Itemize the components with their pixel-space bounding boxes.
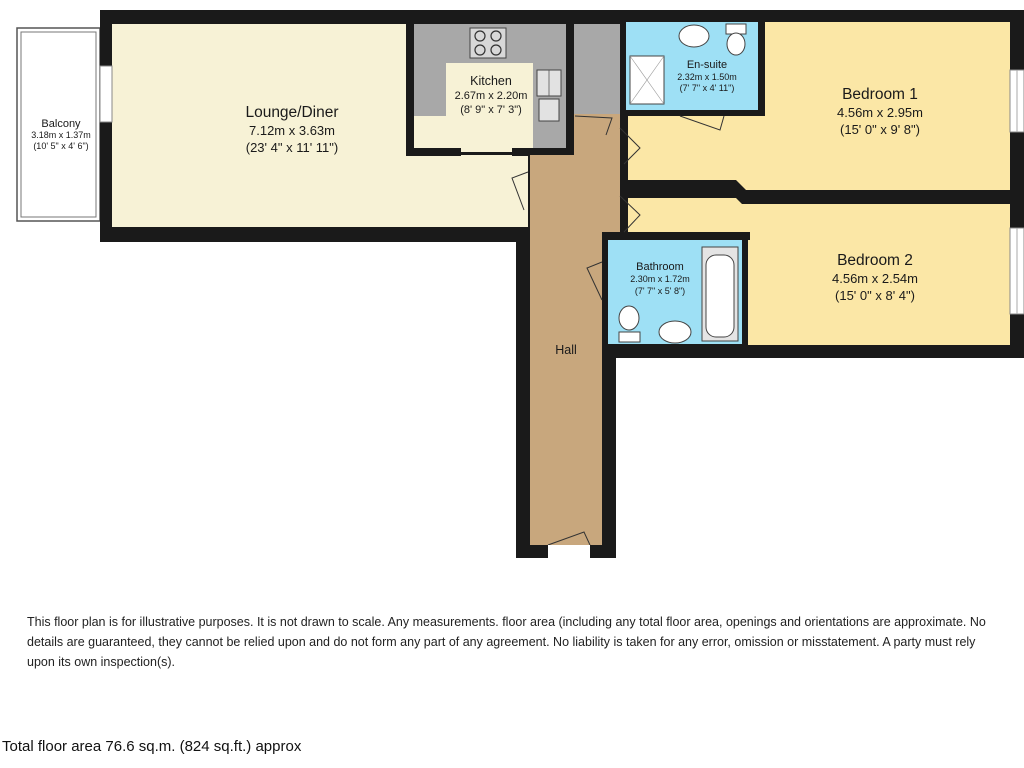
bathroom-imperial: (7' 7" x 5' 8") xyxy=(634,286,686,296)
bedroom2-imperial: (15' 0" x 8' 4") xyxy=(835,288,915,303)
bedroom1-name: Bedroom 1 xyxy=(842,86,918,103)
kitchen xyxy=(414,24,566,152)
bathroom-metric: 2.30m x 1.72m xyxy=(630,274,690,284)
bedroom2-name: Bedroom 2 xyxy=(837,252,913,269)
bedroom1-label xyxy=(837,86,923,137)
balcony-name: Balcony xyxy=(41,118,81,130)
bedroom1-imperial: (15' 0" x 9' 8") xyxy=(840,122,920,137)
ensuite-imperial: (7' 7" x 4' 11") xyxy=(679,83,735,93)
cupboard xyxy=(574,24,620,114)
ensuite-name: En-suite xyxy=(686,59,728,71)
bathroom-name: Bathroom xyxy=(636,261,684,273)
balcony-metric: 3.18m x 1.37m xyxy=(31,130,91,140)
balcony-imperial: (10' 5" x 4' 6") xyxy=(33,141,89,151)
kitchen-metric: 2.67m x 2.20m xyxy=(454,90,528,102)
lounge-label xyxy=(245,104,338,155)
bedroom2-label xyxy=(832,252,918,303)
bedroom1-metric: 4.56m x 2.95m xyxy=(837,105,923,120)
lounge-metric: 7.12m x 3.63m xyxy=(249,123,335,138)
lounge-imperial: (23' 4" x 11' 11") xyxy=(245,140,339,155)
total-floor-area: Total floor area 76.6 sq.m. (824 sq.ft.) approx xyxy=(2,738,302,755)
disclaimer-text: This floor plan is for illustrative purposes. It is not drawn to scale. Any measurements. floor area (including any total floor area, openings and orientations are approximate. No details are guaranteed, they cannot be relied upon and do not form any part of any agreement. No liability is taken for any error, omission or misstatement. A party must rely upon its own inspection(s). xyxy=(27,615,986,669)
kitchen-name: Kitchen xyxy=(470,74,512,88)
lounge-name: Lounge/Diner xyxy=(245,104,339,121)
bedroom2-metric: 4.56m x 2.54m xyxy=(832,271,918,286)
ensuite-metric: 2.32m x 1.50m xyxy=(677,72,737,82)
kitchen-imperial: (8' 9" x 7' 3") xyxy=(460,104,522,116)
hall-name: Hall xyxy=(555,343,577,357)
bathroom-label xyxy=(630,261,690,296)
